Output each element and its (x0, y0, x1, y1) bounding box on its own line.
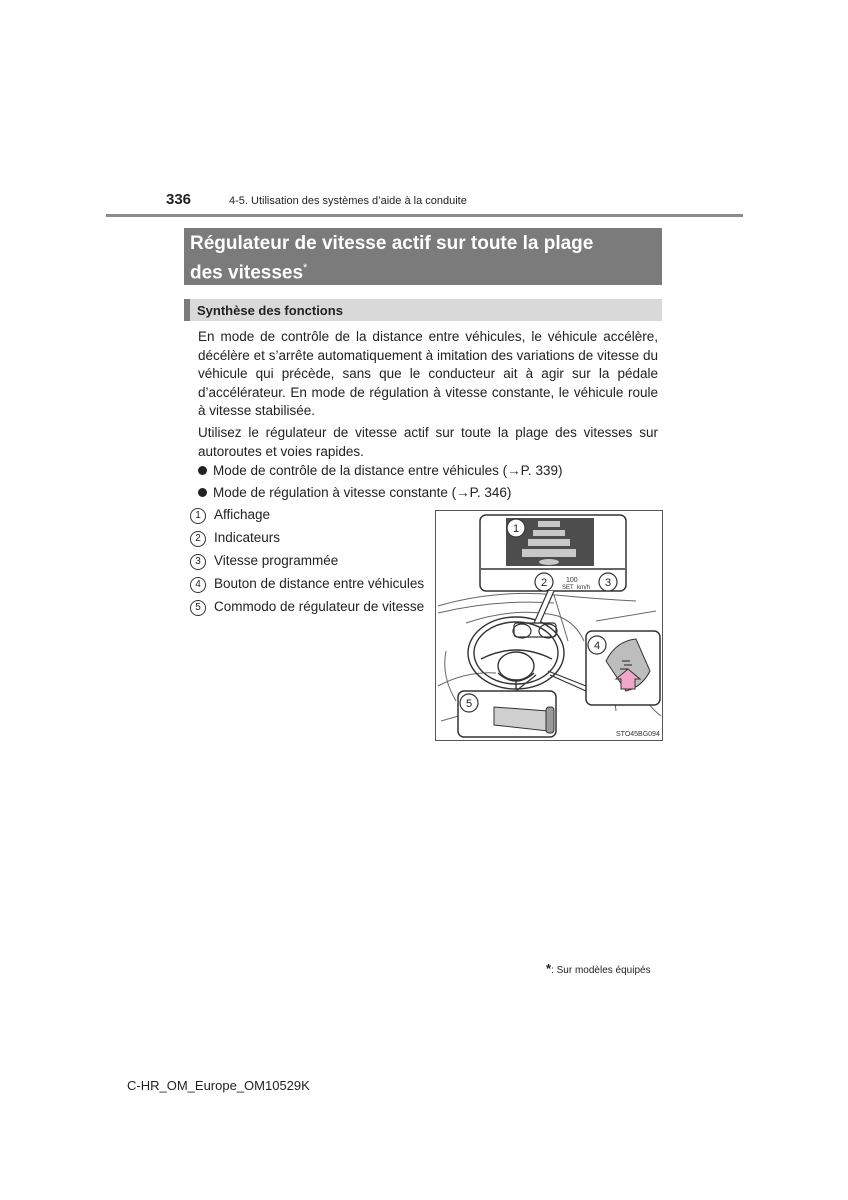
legend-item (190, 530, 280, 547)
svg-text:2: 2 (540, 577, 548, 589)
dashboard-illustration (435, 510, 663, 741)
callout-5 (460, 694, 478, 712)
callout-number-icon: 3 (190, 554, 206, 570)
svg-text:3: 3 (604, 577, 612, 589)
callout-number-icon: 1 (190, 508, 206, 524)
page-title-box (184, 228, 662, 285)
legend-item (190, 553, 338, 570)
legend-label: Affichage (214, 507, 271, 522)
page-number: 336 (166, 191, 192, 208)
page-title (190, 232, 593, 285)
footnote-text: : Sur modèles équipés (551, 965, 651, 976)
callout-2 (535, 573, 553, 591)
legend-label: Vitesse programmée (214, 553, 339, 568)
callout-number-icon: 5 (190, 600, 206, 616)
title-line-2: des vitesses (190, 262, 304, 284)
display-set-text: SET (562, 585, 574, 591)
callout-1 (507, 519, 525, 537)
title-asterisk: * (303, 262, 308, 274)
document-id: C-HR_OM_Europe_OM10529K (127, 1078, 310, 1093)
subsection-bar (184, 299, 190, 321)
paragraph-1: En mode de contrôle de la distance entre véhicules, le véhicule accélère, décélère et s’arrête automatiquement à imitation des variations de vitesse du véhicule qui précède, sans que le conducteur ait à agir sur la pédale d’accélérateur. En mode de régulation à vitesse constante, le véhicule roule à vitesse stabilisée. (198, 329, 658, 419)
section-path: 4-5. Utilisation des systèmes d’aide à la conduite (229, 195, 467, 207)
bullet-text: Mode de régulation à vitesse constante (→P. 346) (213, 485, 512, 500)
callout-number-icon: 4 (190, 577, 206, 593)
callout-3 (599, 573, 617, 591)
bullet-dot-icon (198, 488, 207, 497)
legend-label: Indicateurs (214, 530, 281, 545)
subsection-title: Synthèse des fonctions (197, 303, 343, 318)
subsection-box (184, 299, 662, 321)
title-line-1: Régulateur de vitesse actif sur toute la plage (190, 233, 594, 254)
header-rule (106, 214, 743, 217)
bullet-item (198, 463, 562, 478)
svg-text:4: 4 (593, 640, 601, 652)
bullet-item (198, 485, 511, 500)
footnote (546, 961, 651, 976)
bullet-dot-icon (198, 466, 207, 475)
footnote-asterisk: * (546, 961, 552, 976)
callout-number-icon: 2 (190, 531, 206, 547)
callout-4 (588, 636, 606, 654)
legend-item (190, 507, 270, 524)
legend-item (190, 576, 424, 593)
legend-label: Commodo de régulateur de vitesse (214, 599, 425, 614)
display-speed-text: 100 (566, 577, 578, 584)
figure-code: STO45BG094 (616, 731, 660, 738)
legend-item (190, 599, 424, 616)
paragraph-2: Utilisez le régulateur de vitesse actif sur toute la plage des vitesses sur autoroutes et voies rapides. (198, 425, 658, 459)
display-unit-text: km/h (577, 585, 591, 591)
bullet-text: Mode de contrôle de la distance entre véhicules (→P. 339) (213, 463, 563, 478)
svg-text:1: 1 (512, 523, 520, 535)
svg-text:5: 5 (465, 698, 473, 710)
legend-label: Bouton de distance entre véhicules (214, 576, 425, 591)
